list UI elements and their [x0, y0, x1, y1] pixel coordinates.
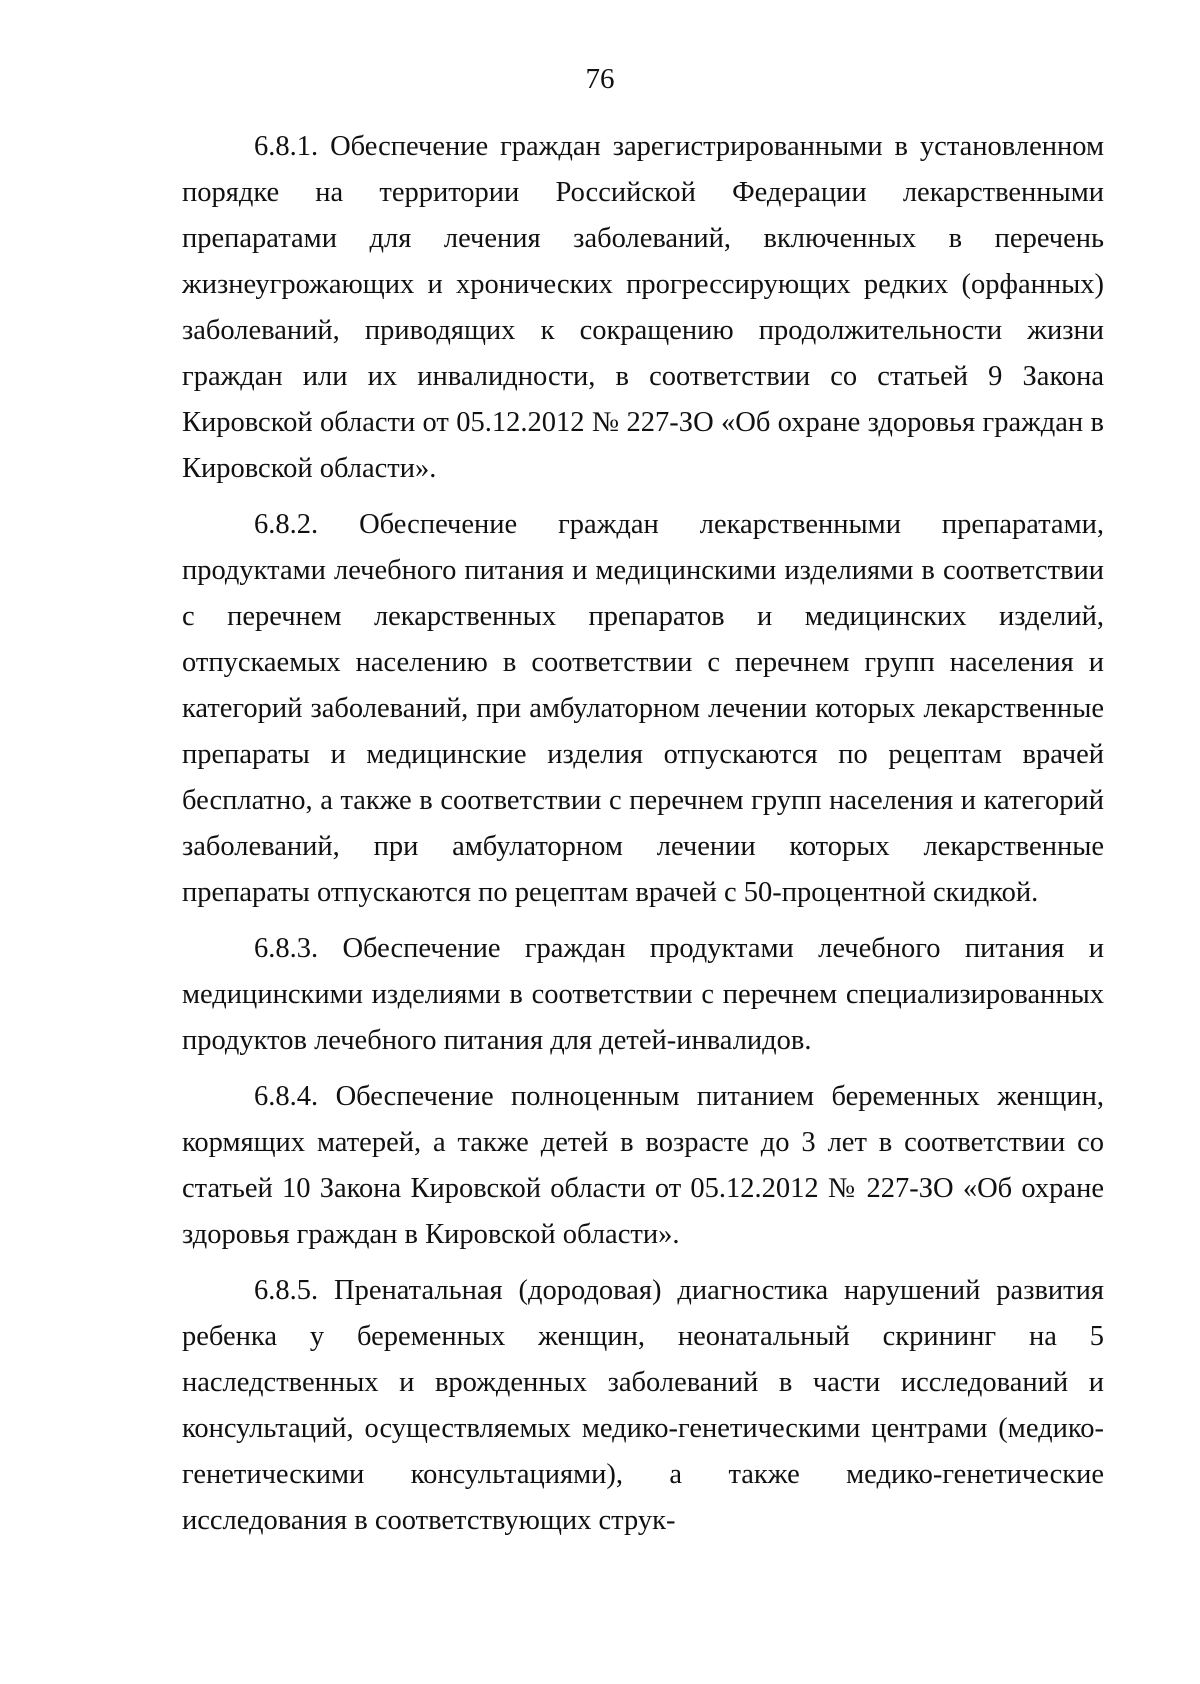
- document-body: [182, 124, 1104, 1554]
- paragraph-6-8-2: 6.8.2. Обеспечение граждан лекарственными препаратами, продуктами лечебного питания и медицинскими изделиями в соответствии с перечнем лекарственных препаратов и медицинских изделий, отпускаемых населению в соответствии с перечнем групп населения и категорий заболеваний, при амбулаторном лечении которых лекарственные препараты и медицинские изделия отпускаются по рецептам врачей бесплатно, а также в соответствии с перечнем групп населения и категорий заболеваний, при амбулаторном лечении которых лекарственные препараты отпускаются по рецептам врачей с 50-процентной скидкой.: [182, 509, 1104, 908]
- page-number: 76: [585, 63, 615, 95]
- paragraph-6-8-4: 6.8.4. Обеспечение полноценным питанием беременных женщин, кормящих матерей, а также детей в возрасте до 3 лет в соответствии со статьей 10 Закона Кировской области от 05.12.2012 № 227-ЗО «Об охране здоровья граждан в Кировской области».: [182, 1081, 1104, 1250]
- paragraph-6-8-3: 6.8.3. Обеспечение граждан продуктами лечебного питания и медицинскими изделиями в соответствии с перечнем специализированных продуктов лечебного питания для детей-инвалидов.: [182, 933, 1104, 1056]
- paragraph-6-8-1: 6.8.1. Обеспечение граждан зарегистрированными в установленном порядке на территории Российской Федерации лекарственными препаратами для лечения заболеваний, включенных в перечень жизнеугрожающих и хронических прогрессирующих редких (орфанных) заболеваний, приводящих к сокращению продолжительности жизни граждан или их инвалидности, в соответствии со статьей 9 Закона Кировской области от 05.12.2012 № 227-ЗО «Об охране здоровья граждан в Кировской области».: [182, 131, 1104, 484]
- paragraph-6-8-5: 6.8.5. Пренатальная (дородовая) диагностика нарушений развития ребенка у беременных женщин, неонатальный скрининг на 5 наследственных и врожденных заболеваний в части исследований и консультаций, осуществляемых медико-генетическими центрами (медико-генетическими консультациями), а также медико-генетические исследования в соответствующих струк-: [182, 1275, 1104, 1536]
